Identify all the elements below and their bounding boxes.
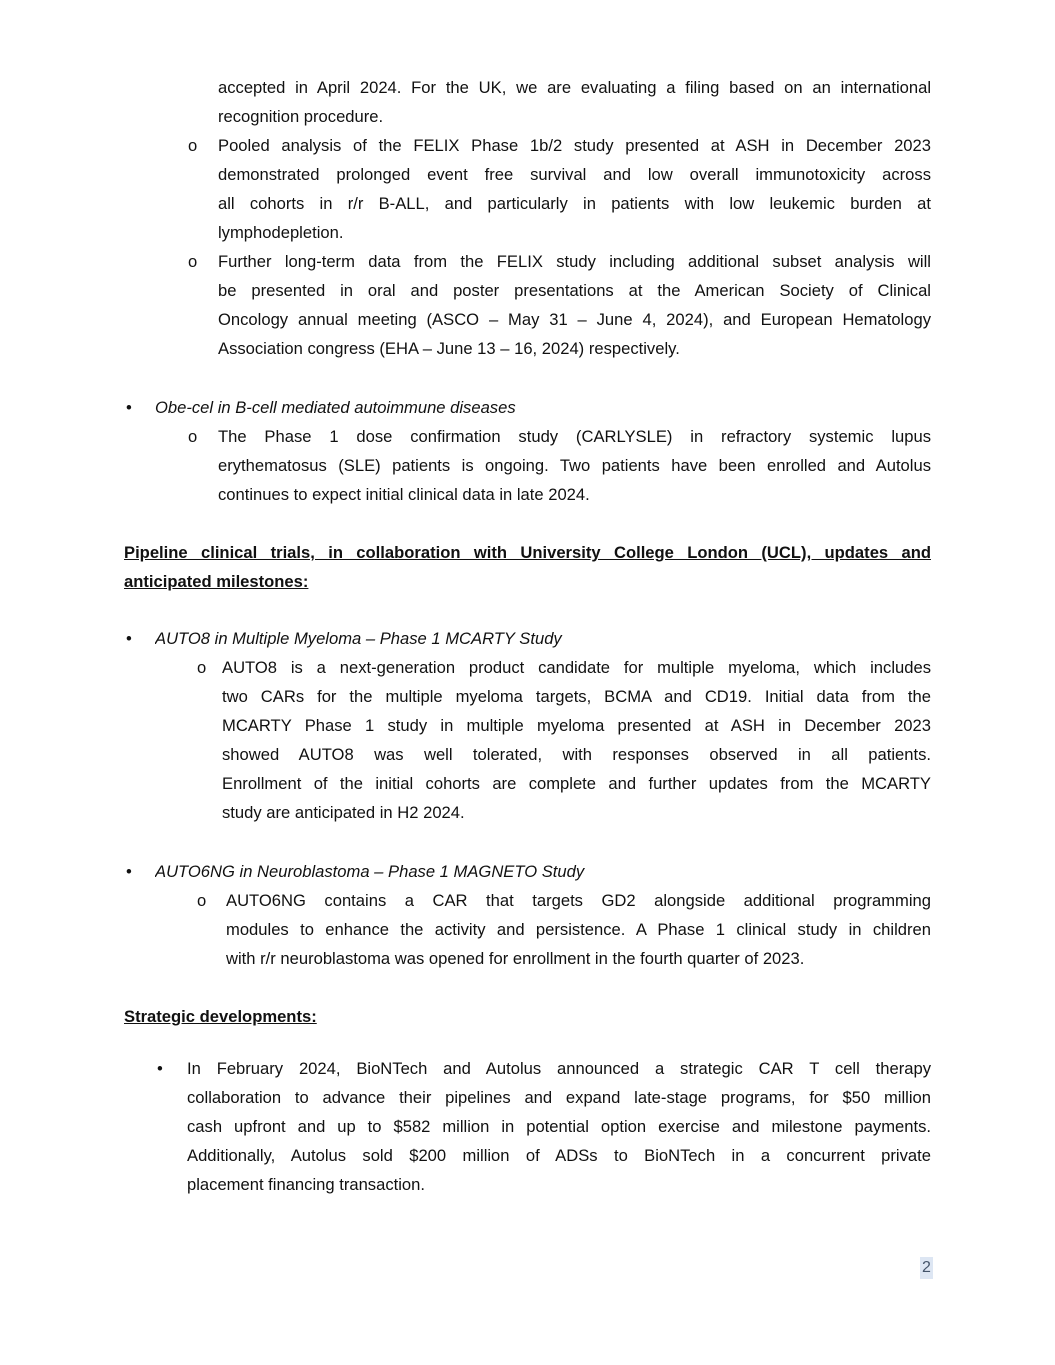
text-line: recognition procedure. [218, 107, 384, 126]
paragraph [218, 247, 931, 363]
paragraph [218, 422, 931, 509]
text-line: AUTO8 is a next-generation product candidate for multiple myeloma, which includes [222, 658, 931, 677]
paragraph [218, 131, 931, 247]
bullet-icon: • [126, 862, 132, 881]
text-line: Additionally, Autolus sold $200 million of ADSs to BioNTech in a concurrent private [187, 1146, 931, 1165]
sub-bullet-icon: o [188, 427, 198, 446]
section-heading [124, 538, 931, 596]
text-line: Oncology annual meeting (ASCO – May 31 – June 4, 2024), and European Hematology [218, 310, 931, 329]
paragraph [187, 1054, 931, 1199]
page-number: 2 [920, 1257, 933, 1279]
text-line: cash upfront and up to $582 million in potential option exercise and milestone payments. [187, 1117, 931, 1136]
text-line: Association congress (EHA – June 13 – 16, 2024) respectively. [218, 339, 680, 358]
text-line: continues to expect initial clinical data in late 2024. [218, 485, 590, 504]
text-line: Enrollment of the initial cohorts are complete and further updates from the MCARTY [222, 774, 931, 793]
sub-bullet-icon: o [197, 658, 207, 677]
bullet-title [155, 624, 931, 653]
text-line: all cohorts in r/r B-ALL, and particularly in patients with low leukemic burden at [218, 194, 931, 213]
bullet-icon: • [126, 629, 132, 648]
text-line: collaboration to advance their pipelines and expand late-stage programs, for $50 million [187, 1088, 931, 1107]
text-line: showed AUTO8 was well tolerated, with responses observed in all patients. [222, 745, 931, 764]
bullet-title [155, 393, 931, 422]
text-line: AUTO6NG contains a CAR that targets GD2 alongside additional programming [226, 891, 931, 910]
text-line: MCARTY Phase 1 study in multiple myeloma presented at ASH in December 2023 [222, 716, 931, 735]
text-line: study are anticipated in H2 2024. [222, 803, 465, 822]
text-line: Further long-term data from the FELIX study including additional subset analysis will [218, 252, 931, 271]
bullet-icon: • [157, 1059, 163, 1078]
text-line: demonstrated prolonged event free survival and low overall immunotoxicity across [218, 165, 931, 184]
text-line: AUTO6NG in Neuroblastoma – Phase 1 MAGNETO Study [155, 862, 585, 881]
paragraph [226, 886, 931, 973]
text-line: Strategic developments: [124, 1007, 317, 1026]
text-line: anticipated milestones: [124, 572, 309, 591]
text-line: erythematosus (SLE) patients is ongoing. Two patients have been enrolled and Autolus [218, 456, 931, 475]
text-line: placement financing transaction. [187, 1175, 425, 1194]
paragraph [218, 73, 931, 131]
text-line: In February 2024, BioNTech and Autolus announced a strategic CAR T cell therapy [187, 1059, 931, 1078]
bullet-icon: • [126, 398, 132, 417]
text-line: two CARs for the multiple myeloma targets, BCMA and CD19. Initial data from the [222, 687, 931, 706]
sub-bullet-icon: o [188, 252, 198, 271]
text-line: Pipeline clinical trials, in collaboration with University College London (UCL), updates and [124, 543, 931, 562]
section-heading [124, 1002, 931, 1031]
text-line: modules to enhance the activity and persistence. A Phase 1 clinical study in children [226, 920, 931, 939]
paragraph [222, 653, 931, 827]
sub-bullet-icon: o [188, 136, 198, 155]
bullet-title [155, 857, 931, 886]
text-line: lymphodepletion. [218, 223, 344, 242]
sub-bullet-icon: o [197, 891, 207, 910]
text-line: accepted in April 2024. For the UK, we are evaluating a filing based on an international [218, 78, 931, 97]
text-line: The Phase 1 dose confirmation study (CARLYSLE) in refractory systemic lupus [218, 427, 931, 446]
text-line: AUTO8 in Multiple Myeloma – Phase 1 MCARTY Study [155, 629, 562, 648]
text-line: Pooled analysis of the FELIX Phase 1b/2 study presented at ASH in December 2023 [218, 136, 931, 155]
text-line: be presented in oral and poster presentations at the American Society of Clinical [218, 281, 931, 300]
text-line: Obe-cel in B-cell mediated autoimmune diseases [155, 398, 516, 417]
text-line: with r/r neuroblastoma was opened for enrollment in the fourth quarter of 2023. [226, 949, 805, 968]
